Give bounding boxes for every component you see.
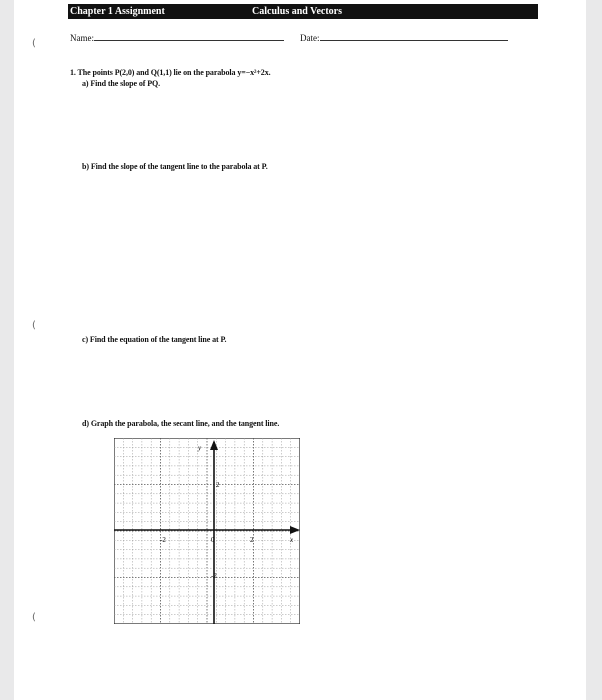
date-field[interactable] (300, 33, 508, 43)
coordinate-grid (114, 438, 300, 624)
y-tick-label-2: 2 (216, 481, 220, 489)
header-bar (68, 4, 538, 19)
course-title: Calculus and Vectors (252, 6, 343, 17)
y-axis-label: y (198, 444, 202, 452)
margin-mark-1: ( (32, 38, 36, 49)
chapter-title: Chapter 1 Assignment (70, 6, 165, 17)
x-axis-label: x (290, 536, 294, 544)
margin-mark-2: ( (32, 320, 36, 331)
question-1b: b) Find the slope of the tangent line to the parabola at P. (82, 162, 268, 171)
document-page (14, 0, 586, 700)
x-tick-label-neg2: -2 (160, 536, 166, 544)
y-tick-label-neg2: -2 (211, 572, 217, 580)
name-field[interactable] (70, 33, 284, 43)
name-label: Name: (70, 33, 94, 43)
x-tick-label-0: 0 (211, 536, 215, 544)
question-1a: a) Find the slope of PQ. (82, 79, 161, 88)
x-tick-label-2: 2 (250, 536, 254, 544)
name-line[interactable] (94, 33, 284, 41)
question-1d: d) Graph the parabola, the secant line, and the tangent line. (82, 419, 280, 428)
date-line[interactable] (320, 33, 508, 41)
question-1c: c) Find the equation of the tangent line at P. (82, 335, 227, 344)
margin-mark-3: ( (32, 612, 36, 623)
date-label: Date: (300, 33, 320, 43)
question-1-stem: 1. The points P(2,0) and Q(1,1) lie on the parabola y=−x²+2x. (70, 68, 271, 77)
